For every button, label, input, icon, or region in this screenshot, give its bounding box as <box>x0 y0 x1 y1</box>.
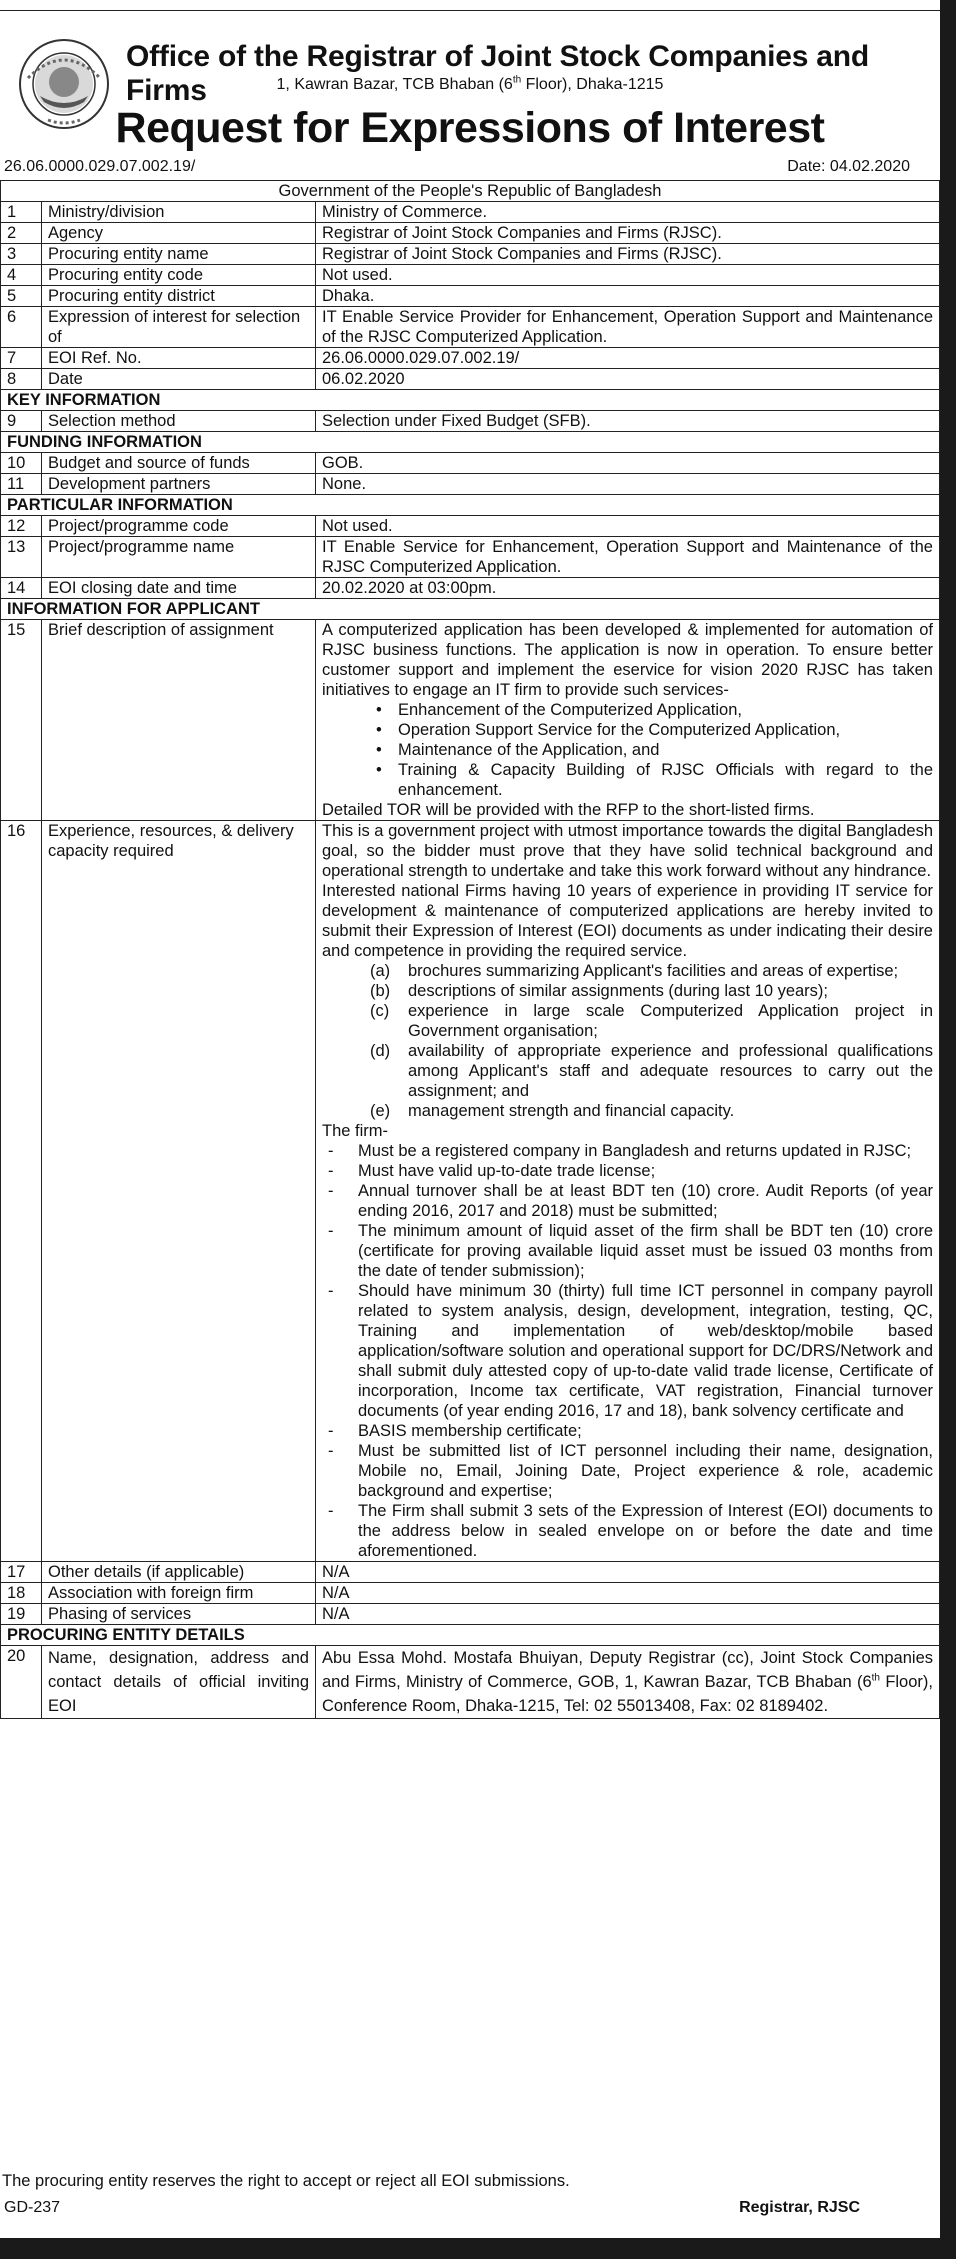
row-label: Name, designation, address and contact details of official inviting EOI <box>42 1646 316 1719</box>
description-outro: Detailed TOR will be provided with the RFP to the short-listed firms. <box>322 801 815 819</box>
row-value: 20.02.2020 at 03:00pm. <box>316 578 940 599</box>
eoi-table <box>0 180 940 1719</box>
table-row <box>1 1583 940 1604</box>
description-intro: A computerized application has been developed & implemented for automation of RJSC business functions. The application is now in operation. To ensure better customer support and implement the eservice for vision 2020 RJSC has taken initiatives to engage an IT firm to provide such services- <box>322 621 933 699</box>
table-row <box>1 537 940 578</box>
table-row <box>1 516 940 537</box>
firm-intro: The firm- <box>322 1122 388 1140</box>
gd-code: GD-237 <box>4 2199 61 2216</box>
row-label: Association with foreign firm <box>42 1583 316 1604</box>
section-heading: INFORMATION FOR APPLICANT <box>1 599 940 620</box>
table-row <box>1 223 940 244</box>
row-number: 19 <box>1 1604 42 1625</box>
row-number: 5 <box>1 286 42 307</box>
government-name: Government of the People's Republic of Bangladesh <box>1 181 940 202</box>
section-heading: PROCURING ENTITY DETAILS <box>1 1625 940 1646</box>
row-label: Project/programme name <box>42 537 316 578</box>
row-label: EOI closing date and time <box>42 578 316 599</box>
row-label: Date <box>42 369 316 390</box>
row-label: Budget and source of funds <box>42 453 316 474</box>
list-item: • Enhancement of the Computerized Application, <box>384 700 933 720</box>
row-label: Project/programme code <box>42 516 316 537</box>
row-value: None. <box>316 474 940 495</box>
assignment-description <box>316 620 940 821</box>
table-row <box>1 474 940 495</box>
row-label: Other details (if applicable) <box>42 1562 316 1583</box>
list-item: - Must have valid up-to-date trade license; <box>328 1161 933 1181</box>
row-label: Procuring entity code <box>42 265 316 286</box>
table-row <box>1 369 940 390</box>
documents-list <box>322 961 933 1121</box>
section-heading: FUNDING INFORMATION <box>1 432 940 453</box>
table-row <box>1 620 940 821</box>
row-label: Expression of interest for selection of <box>42 307 316 348</box>
government-row <box>1 181 940 202</box>
table-row <box>1 1562 940 1583</box>
experience-requirements <box>316 821 940 1562</box>
row-value: N/A <box>316 1583 940 1604</box>
table-row <box>1 202 940 223</box>
list-item: - Annual turnover shall be at least BDT ten (10) crore. Audit Reports (of year ending 2016, 2017 and 2018) must be submitted; <box>328 1181 933 1221</box>
row-number: 9 <box>1 411 42 432</box>
section-heading: PARTICULAR INFORMATION <box>1 495 940 516</box>
page-title: Request for Expressions of Interest <box>115 104 825 152</box>
row-number: 4 <box>1 265 42 286</box>
section-funding-information <box>1 432 940 453</box>
list-item: (c) experience in large scale Computerized Application project in Government organisation; <box>370 1002 933 1040</box>
list-item: • Operation Support Service for the Computerized Application, <box>384 720 933 740</box>
table-row <box>1 1646 940 1719</box>
notice-date: Date: 04.02.2020 <box>787 158 910 175</box>
row-number: 16 <box>1 821 42 1562</box>
table-row <box>1 244 940 265</box>
section-information-for-applicant <box>1 599 940 620</box>
row-number: 14 <box>1 578 42 599</box>
services-list <box>322 700 933 800</box>
row-number: 13 <box>1 537 42 578</box>
row-value: Not used. <box>316 516 940 537</box>
official-contact-details: Abu Essa Mohd. Mostafa Bhuiyan, Deputy Registrar (cc), Joint Stock Companies and Firms, Ministry of Commerce, GOB, 1, Kawran Bazar, TCB Bhaban (6th Floor), Conference Room, Dhaka-1215, Tel: 02 55013408, Fax: 02 8189402. <box>316 1646 940 1719</box>
row-value: Selection under Fixed Budget (SFB). <box>316 411 940 432</box>
table-row <box>1 1604 940 1625</box>
row-number: 20 <box>1 1646 42 1719</box>
row-label: Development partners <box>42 474 316 495</box>
row-label: EOI Ref. No. <box>42 348 316 369</box>
row-value: GOB. <box>316 453 940 474</box>
row-value: Dhaka. <box>316 286 940 307</box>
row-value: 26.06.0000.029.07.002.19/ <box>316 348 940 369</box>
row-number: 3 <box>1 244 42 265</box>
row-number: 6 <box>1 307 42 348</box>
table-row <box>1 348 940 369</box>
row-value: Registrar of Joint Stock Companies and Firms (RJSC). <box>316 223 940 244</box>
list-item: - Should have minimum 30 (thirty) full time ICT personnel in company payroll related to system analysis, design, development, integration, testing, QC, Training and implementation of web/desktop/mobile based application/software solution and operational support for DC/DRS/Network and shall submit duly attested copy of up-to-date valid trade license, Certificate of incorporation, Income tax certificate, VAT registration, Financial turnover documents (of year ending 2016, 17 and 18), bank solvency certificate and <box>328 1281 933 1421</box>
top-rule <box>0 10 940 11</box>
table-row <box>1 411 940 432</box>
row-label: Experience, resources, & delivery capacity required <box>42 821 316 1562</box>
row-value: Ministry of Commerce. <box>316 202 940 223</box>
signatory: Registrar, RJSC <box>739 2199 860 2216</box>
row-number: 8 <box>1 369 42 390</box>
row-number: 15 <box>1 620 42 821</box>
footer-note: The procuring entity reserves the right to accept or reject all EOI submissions. <box>2 2172 570 2190</box>
list-item: - The Firm shall submit 3 sets of the Expression of Interest (EOI) documents to the address below in sealed envelope on or before the date and time aforementioned. <box>328 1501 933 1561</box>
table-row <box>1 453 940 474</box>
row-value: N/A <box>316 1562 940 1583</box>
row-number: 2 <box>1 223 42 244</box>
table-row <box>1 821 940 1562</box>
row-value: 06.02.2020 <box>316 369 940 390</box>
reference-number: 26.06.0000.029.07.002.19/ <box>4 158 196 175</box>
list-item: (a) brochures summarizing Applicant's facilities and areas of expertise; <box>370 962 899 980</box>
requirements-paragraph: Interested national Firms having 10 years of experience in providing IT service for development & maintenance of computerized applications are hereby invited to submit their Expression of Interest (EOI) documents as under indicating their desire and competence in providing the required service. <box>322 882 933 960</box>
list-item: • Maintenance of the Application, and <box>384 740 933 760</box>
row-number: 1 <box>1 202 42 223</box>
table-row <box>1 578 940 599</box>
row-number: 7 <box>1 348 42 369</box>
table-row <box>1 286 940 307</box>
row-label: Selection method <box>42 411 316 432</box>
row-value: N/A <box>316 1604 940 1625</box>
list-item: (d) availability of appropriate experience and professional qualifications among Applicant's staff and adequate resources to carry out the assignment; and <box>370 1042 933 1100</box>
office-title: Office of the Registrar of Joint Stock Companies and Firms <box>126 40 870 107</box>
section-particular-information <box>1 495 940 516</box>
row-value: IT Enable Service for Enhancement, Operation Support and Maintenance of the RJSC Computerized Application. <box>316 537 940 578</box>
row-number: 10 <box>1 453 42 474</box>
row-label: Procuring entity name <box>42 244 316 265</box>
requirements-paragraph: This is a government project with utmost importance towards the digital Bangladesh goal, so the bidder must prove that they have solid technical background and operational strength to undertake and take this work forward without any hindrance. <box>322 822 933 880</box>
row-label: Procuring entity district <box>42 286 316 307</box>
list-item: - BASIS membership certificate; <box>328 1421 933 1441</box>
list-item: (b) descriptions of similar assignments (during last 10 years); <box>370 982 829 1000</box>
row-number: 17 <box>1 1562 42 1583</box>
row-label: Phasing of services <box>42 1604 316 1625</box>
row-number: 12 <box>1 516 42 537</box>
table-row <box>1 307 940 348</box>
row-number: 18 <box>1 1583 42 1604</box>
section-heading: KEY INFORMATION <box>1 390 940 411</box>
list-item: - Must be a registered company in Bangladesh and returns updated in RJSC; <box>328 1141 933 1161</box>
row-number: 11 <box>1 474 42 495</box>
list-item: - Must be submitted list of ICT personnel including their name, designation, Mobile no, Email, Joining Date, Project experience & role, academic background and expertise; <box>328 1441 933 1501</box>
row-label: Ministry/division <box>42 202 316 223</box>
list-item: • Training & Capacity Building of RJSC Officials with regard to the enhancement. <box>384 760 933 800</box>
row-value: Registrar of Joint Stock Companies and Firms (RJSC). <box>316 244 940 265</box>
firm-requirements-list <box>322 1141 933 1561</box>
list-item: (e) management strength and financial capacity. <box>370 1102 735 1120</box>
list-item: - The minimum amount of liquid asset of the firm shall be BDT ten (10) crore (certificate for proving available liquid asset must be issued 03 months from the date of tender submission); <box>328 1221 933 1281</box>
row-value: IT Enable Service Provider for Enhancement, Operation Support and Maintenance of the RJSC Computerized Application. <box>316 307 940 348</box>
row-label: Agency <box>42 223 316 244</box>
table-row <box>1 265 940 286</box>
office-address: 1, Kawran Bazar, TCB Bhaban (6th Floor), Dhaka-1215 <box>276 74 664 93</box>
row-value: Not used. <box>316 265 940 286</box>
section-key-information <box>1 390 940 411</box>
row-label: Brief description of assignment <box>42 620 316 821</box>
section-procuring-entity-details <box>1 1625 940 1646</box>
